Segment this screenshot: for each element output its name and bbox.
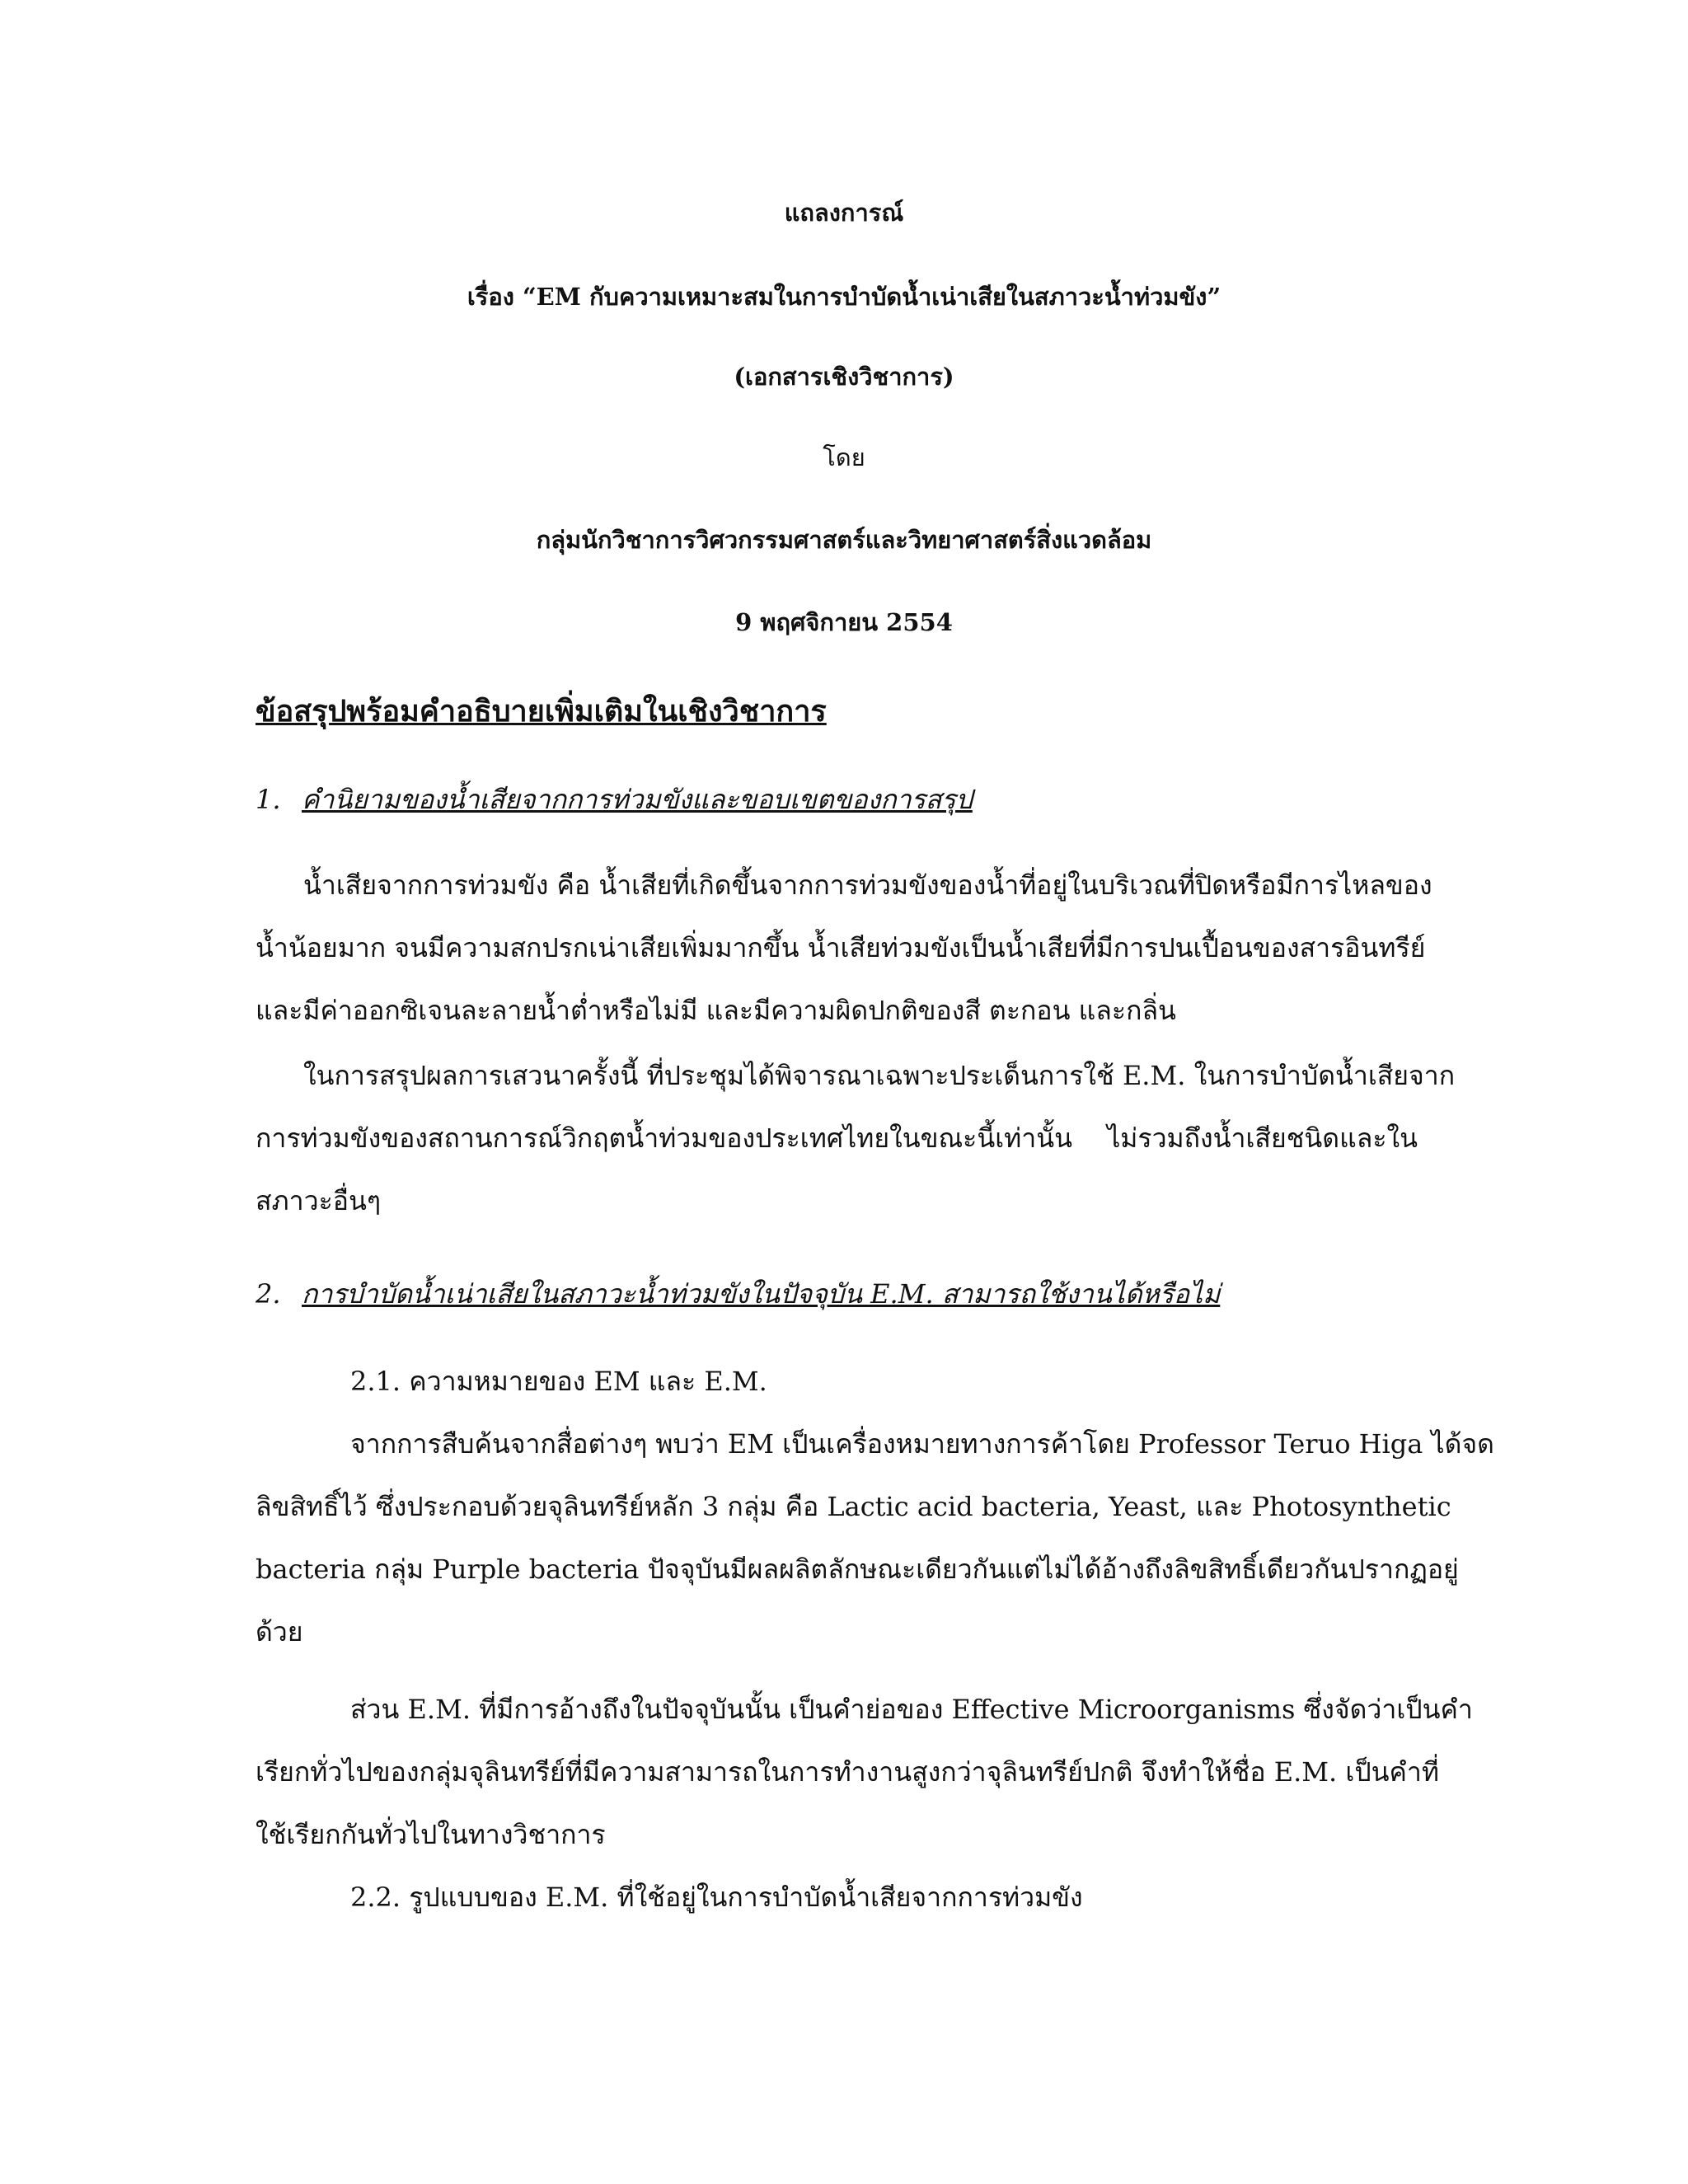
- section-2-heading: [256, 1276, 1220, 1312]
- section-2-p2-line-2: เรียกทั่วไปของกลุ่มจุลินทรีย์ที่มีความสามารถในการทำงานสูงกว่าจุลินทรีย์ปกติ จึงทำให้ชื่อ E.M. เป็นคำที่: [256, 1756, 1439, 1788]
- section-1-p2-line-3: สภาวะอื่นๆ: [256, 1185, 382, 1216]
- section-1-title: คำนิยามของน้ำเสียจากการท่วมขังและขอบเขตของการสรุป: [302, 784, 973, 815]
- section-1-p2-line-2: การท่วมขังของสถานการณ์วิกฤตน้ำท่วมของประเทศไทยในขณะนี้เท่านั้น ไม่รวมถึงน้ำเสียชนิดและใน: [256, 1122, 1418, 1154]
- section-2-p2-line-1: ส่วน E.M. ที่มีการอ้างถึงในปัจจุบันนั้น เป็นคำย่อของ Effective Microorganisms ซึ่งจัดว่าเป็นคำ: [350, 1694, 1473, 1725]
- document-subject: เรื่อง “EM กับความเหมาะสมในการบำบัดน้ำเน่าเสียในสภาวะน้ำท่วมขัง”: [467, 283, 1221, 311]
- author-group: กลุ่มนักวิชาการวิศวกรรมศาสตร์และวิทยาศาสตร์สิ่งแวดล้อม: [536, 526, 1152, 554]
- section-1-p1-line-1: น้ำเสียจากการท่วมขัง คือ น้ำเสียที่เกิดขึ้นจากการท่วมขังของน้ำที่อยู่ในบริเวณที่ปิดหรือมีการไหลของ: [303, 869, 1432, 901]
- section-2-p1-line-3: bacteria กลุ่ม Purple bacteria ปัจจุบันมีผลผลิตลักษณะเดียวกันแต่ไม่ได้อ้างถึงลิขสิทธิ์เดียวกันปรากฏอยู่: [256, 1554, 1459, 1585]
- subsection-2-2-heading: 2.2. รูปแบบของ E.M. ที่ใช้อยู่ในการบำบัดน้ำเสียจากการท่วมขัง: [350, 1882, 1083, 1913]
- subsection-2-1-heading: 2.1. ความหมายของ EM และ E.M.: [350, 1366, 767, 1397]
- section-1-number: 1.: [256, 784, 281, 815]
- section-2-p1-line-2: ลิขสิทธิ์ไว้ ซึ่งประกอบด้วยจุลินทรีย์หลัก 3 กลุ่ม คือ Lactic acid bacteria, Yeast, และ Photosynthetic: [256, 1491, 1451, 1522]
- section-2-p1-line-4: ด้วย: [256, 1616, 303, 1647]
- document-date: 9 พฤศจิกายน 2554: [735, 608, 953, 636]
- section-2-p1-line-1: จากการสืบค้นจากสื่อต่างๆ พบว่า EM เป็นเครื่องหมายทางการค้าโดย Professor Teruo Higa ได้จด: [350, 1428, 1494, 1460]
- document-title: แถลงการณ์: [784, 199, 904, 227]
- section-2-p2-line-3: ใช้เรียกกันทั่วไปในทางวิชาการ: [256, 1819, 606, 1850]
- summary-heading: ข้อสรุปพร้อมคำอธิบายเพิ่มเติมในเชิงวิชาการ: [256, 694, 827, 729]
- section-1-p1-line-2: น้ำน้อยมาก จนมีความสกปรกเน่าเสียเพิ่มมากขึ้น น้ำเสียท่วมขังเป็นน้ำเสียที่มีการปนเปื้อนของสารอินทรีย์: [256, 932, 1426, 963]
- section-1-p1-line-3: และมีค่าออกซิเจนละลายน้ำต่ำหรือไม่มี และมีความผิดปกติของสี ตะกอน และกลิ่น: [256, 995, 1176, 1026]
- section-2-title: การบำบัดน้ำเน่าเสียในสภาวะน้ำท่วมขังในปัจจุบัน E.M. สามารถใช้งานได้หรือไม่: [302, 1278, 1221, 1310]
- section-2-number: 2.: [256, 1278, 281, 1310]
- document-type: (เอกสารเชิงวิชาการ): [734, 363, 954, 391]
- byline-label: โดย: [823, 443, 865, 471]
- section-1-heading: [256, 781, 973, 818]
- section-1-p2-line-1: ในการสรุปผลการเสวนาครั้งนี้ ที่ประชุมได้พิจารณาเฉพาะประเด็นการใช้ E.M. ในการบำบัดน้ำเสียจาก: [303, 1060, 1456, 1091]
